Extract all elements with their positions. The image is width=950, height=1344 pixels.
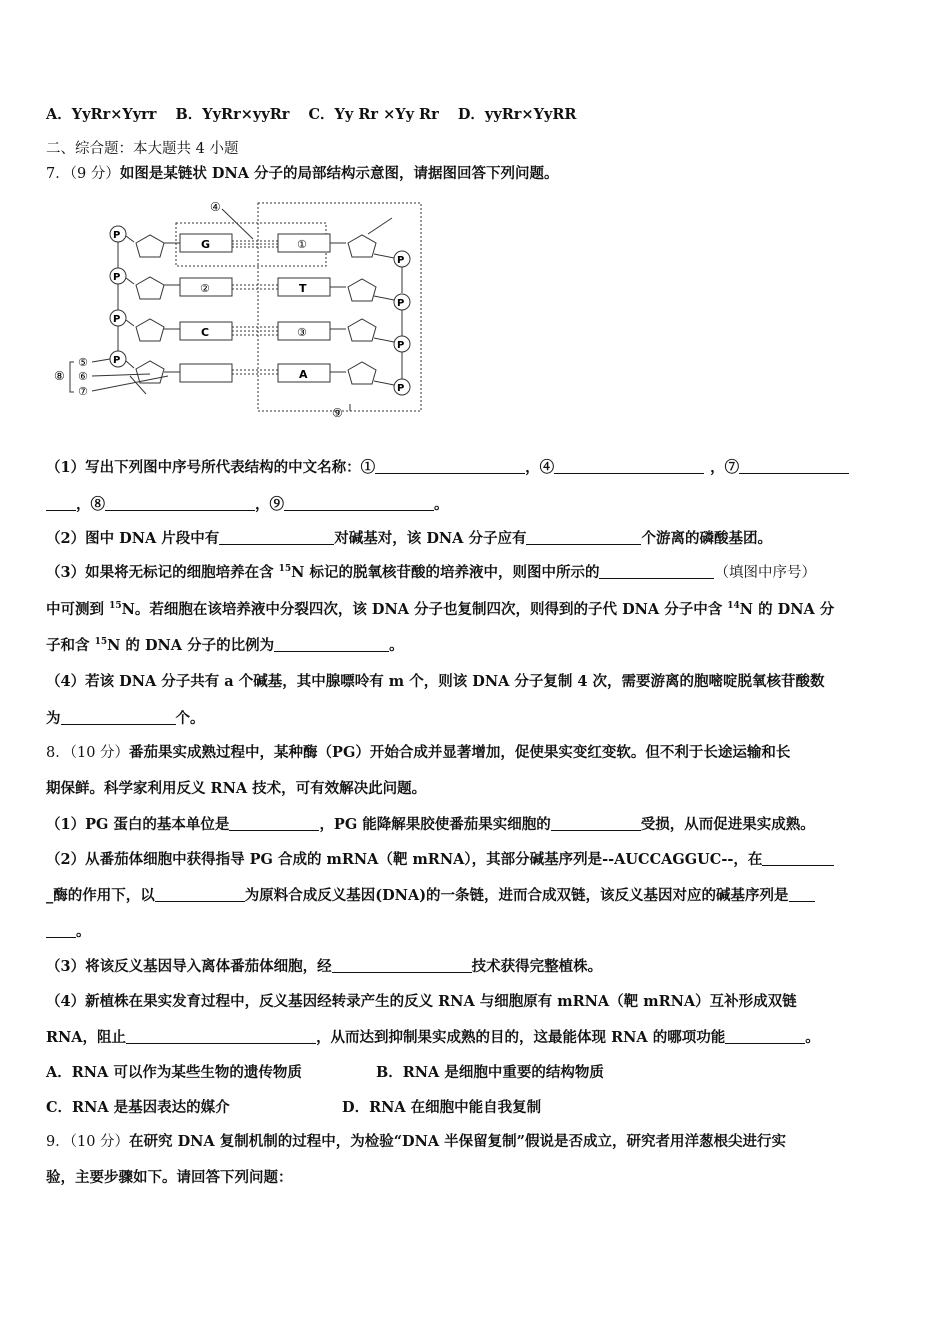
q8-options-row1 xyxy=(46,1061,906,1082)
q7-part3-line2 xyxy=(46,598,906,619)
blank-q7-phosphate[interactable] xyxy=(526,530,641,545)
q7-part1-line1 xyxy=(46,456,906,477)
q8-part4-line1: （4）新植株在果实发育过程中，反义基因经转录产生的反义 RNA 与细胞原有 mRNA（靶 mRNA）互补形成双链 xyxy=(46,993,797,1010)
base-pair-row-1 xyxy=(110,218,410,267)
q8-p1-text-b: ，PG 能降解果胶使番茄果实细胞的 xyxy=(319,816,551,833)
q8-option-a: A．RNA 可以作为某些生物的遗传物质 xyxy=(46,1064,302,1081)
label-5: ⑤ xyxy=(78,356,88,369)
label-6: ⑥ xyxy=(78,370,88,383)
label-7: ⑦ xyxy=(78,385,88,398)
q7-part1-line2 xyxy=(46,493,906,514)
q8-p3-text-a: （3）将该反义基因导入离体番茄体细胞，经 xyxy=(46,958,332,975)
q7-p3-text-f: N 的 DNA 分 xyxy=(739,601,835,618)
q8-stem-line2: 期保鲜。科学家利用反义 RNA 技术，可有效解决此问题。 xyxy=(46,780,427,797)
q7-part4-line1: （4）若该 DNA 分子共有 a 个碱基，其中腺嘌呤有 m 个，则该 DNA 分子复制 4 次，需要游离的胞嘧啶脱氧核苷酸数 xyxy=(46,673,825,690)
phosphate-label: P xyxy=(397,298,405,309)
blank-q7-pairs[interactable] xyxy=(219,530,334,545)
q8-points: （10 分） xyxy=(69,745,130,761)
q7-p3-sup3: 14 xyxy=(727,601,740,611)
label-4: ④ xyxy=(210,200,221,214)
q8-stem-text1: 番茄果实成熟过程中，某种酶（PG）开始合成并显著增加，促使果实变红变软。但不利于长途运输和长 xyxy=(129,744,791,761)
q8-p2-text-b: _酶的作用下，以 xyxy=(46,887,155,904)
blank-q7-1[interactable] xyxy=(375,459,525,474)
q8-option-b: B．RNA 是细胞中重要的结构物质 xyxy=(376,1064,604,1081)
q7-p3-text-b: N 标记的脱氧核苷酸的培养液中，则图中所示的 xyxy=(291,564,600,581)
phosphate-label: P xyxy=(113,314,121,325)
q8-p2-text-c: 为原料合成反义基因(DNA)的一条链，进而合成双链，该反义基因对应的碱基序列是 xyxy=(244,887,789,904)
q8-p4-text-c: ，从而达到抑制果实成熟的目的，这最能体现 RNA 的哪项功能 xyxy=(316,1029,726,1046)
blank-q8-structure[interactable] xyxy=(551,816,641,831)
q9-stem-line2: 验，主要步骤如下。请回答下列问题： xyxy=(46,1169,293,1186)
base-g: G xyxy=(201,238,211,251)
blank-q8-material[interactable] xyxy=(155,887,245,902)
dna-structure-diagram xyxy=(50,196,430,422)
q8-part3 xyxy=(46,955,906,976)
blank-q7-cytosine[interactable] xyxy=(61,710,176,725)
q8-p1-text-c: 受损，从而促进果实成熟。 xyxy=(640,816,815,833)
q7-p3-text-h: N 的 DNA 分子的比例为 xyxy=(107,637,275,654)
q7-p3-text-a: （3）如果将无标记的细胞培养在含 xyxy=(46,564,279,581)
q8-p4-text-b: RNA，阻止 xyxy=(46,1029,127,1046)
base-c: C xyxy=(201,326,210,339)
q7-part3-line3 xyxy=(46,634,906,655)
q7-p1-text-a: （1）写出下列图中序号所代表结构的中文名称：① xyxy=(46,459,376,476)
q8-option-c: C．RNA 是基因表达的媒介 xyxy=(46,1099,230,1116)
blank-q7-4[interactable] xyxy=(554,459,704,474)
q7-stem xyxy=(46,162,906,183)
q7-p3-text-g: 子和含 xyxy=(46,637,95,654)
q8-p2-text-a: （2）从番茄体细胞中获得指导 PG 合成的 mRNA（靶 mRNA），其部分碱基序列是--AUCCAGGUC--，在 xyxy=(46,851,763,868)
q8-p4-text-d: 。 xyxy=(805,1029,820,1046)
label-8-bracket xyxy=(70,362,74,392)
q8-stem-line1 xyxy=(46,741,906,762)
q8-part2-line1 xyxy=(46,848,906,869)
label-9: ⑨ xyxy=(332,406,343,420)
q9-stem-line1 xyxy=(46,1130,906,1151)
q7-p3-text-d: 中可测到 xyxy=(46,601,110,618)
q7-p4-text-c: 个。 xyxy=(175,710,205,727)
q7-p2-text-b: 对碱基对，该 DNA 分子应有 xyxy=(334,530,527,547)
q8-part1 xyxy=(46,813,906,834)
blank-q8-sequence[interactable] xyxy=(789,887,815,902)
q7-p4-text-b: 为 xyxy=(46,710,61,727)
phosphate-label: P xyxy=(113,272,121,283)
q8-number: 8． xyxy=(46,745,70,761)
blank-q8-function[interactable] xyxy=(725,1029,805,1044)
q8-p3-text-b: 技术获得完整植株。 xyxy=(471,958,603,975)
q7-p1-text-d: ，⑧ xyxy=(76,496,105,513)
q9-number: 9． xyxy=(46,1134,70,1150)
phosphate-label: P xyxy=(113,355,121,366)
q9-points: （10 分） xyxy=(69,1134,130,1150)
blank-q8-sequence-cont[interactable] xyxy=(46,923,76,938)
q7-part2 xyxy=(46,527,906,548)
blank-q8-enzyme[interactable] xyxy=(762,851,834,866)
q6-options xyxy=(46,103,906,124)
q7-p3-text-e: N。若细胞在该培养液中分裂四次，该 DNA 分子也复制四次，则得到的子代 DNA 分子中含 xyxy=(121,601,728,618)
q7-number: 7． xyxy=(46,166,70,182)
blank-q8-technique[interactable] xyxy=(332,958,472,973)
label-5-leader xyxy=(92,359,110,362)
q7-part4-line2 xyxy=(46,707,906,728)
q8-options-row2 xyxy=(46,1096,906,1117)
blank-q7-8[interactable] xyxy=(105,496,255,511)
q6-option-a: A．YyRr×Yyrr xyxy=(46,106,157,123)
q8-part2-line3 xyxy=(46,920,906,941)
q7-p1-text-c: ，⑦ xyxy=(710,459,740,476)
q7-points: （9 分） xyxy=(69,166,120,182)
q8-option-d: D．RNA 在细胞中能自我复制 xyxy=(342,1099,542,1116)
q7-p1-text-b: ，④ xyxy=(525,459,555,476)
blank-q7-ratio[interactable] xyxy=(274,637,389,652)
q7-p3-sup1: 15 xyxy=(278,564,292,574)
label-8: ⑧ xyxy=(54,369,65,383)
label-3: ③ xyxy=(297,326,307,339)
q8-p1-text-a: （1）PG 蛋白的基本单位是 xyxy=(46,816,230,833)
blank-q8-block[interactable] xyxy=(126,1029,316,1044)
blank-q7-7-cont[interactable] xyxy=(46,496,76,511)
blank-q7-9[interactable] xyxy=(284,496,434,511)
base-a: A xyxy=(299,368,308,381)
q6-option-c: C．Yy Rr ×Yy Rr xyxy=(308,106,439,123)
q7-p2-text-c: 个游离的磷酸基团。 xyxy=(641,530,772,547)
q6-option-d: D．yyRr×YyRR xyxy=(457,106,577,123)
q6-option-b: B．YyRr×yyRr xyxy=(175,106,290,123)
q7-p3-text-i: 。 xyxy=(389,637,404,654)
q7-p1-text-e: ，⑨ xyxy=(255,496,284,513)
phosphate-label: P xyxy=(397,383,405,394)
q7-p3-sup2: 15 xyxy=(109,601,122,611)
q7-p3-text-c: （填图中序号） xyxy=(714,565,816,581)
phosphate-label: P xyxy=(397,340,405,351)
blank-q7-labeled[interactable] xyxy=(599,564,714,579)
q8-p2-text-d: 。 xyxy=(76,923,91,940)
q7-p1-text-f: 。 xyxy=(434,496,449,513)
q7-stem-text: 如图是某链状 DNA 分子的局部结构示意图，请据图回答下列问题。 xyxy=(119,165,559,182)
q9-stem-text1: 在研究 DNA 复制机制的过程中，为检验“DNA 半保留复制”假说是否成立，研究者用洋葱根尖进行实 xyxy=(129,1133,787,1150)
blank-q7-7[interactable] xyxy=(739,459,849,474)
q7-part3-line1 xyxy=(46,561,906,582)
label-2: ② xyxy=(200,282,210,295)
q7-p2-text-a: （2）图中 DNA 片段中有 xyxy=(46,530,220,547)
blank-q8-unit[interactable] xyxy=(229,816,319,831)
q8-part2-line2 xyxy=(46,884,906,905)
section-heading: 二、综合题：本大题共 4 小题 xyxy=(46,141,239,157)
phosphate-label: P xyxy=(113,230,121,241)
base-t: T xyxy=(299,282,307,295)
q7-p3-sup4: 15 xyxy=(94,637,108,647)
label-1: ① xyxy=(297,238,307,251)
phosphate-label: P xyxy=(397,255,405,266)
q8-part4-line2 xyxy=(46,1026,906,1047)
